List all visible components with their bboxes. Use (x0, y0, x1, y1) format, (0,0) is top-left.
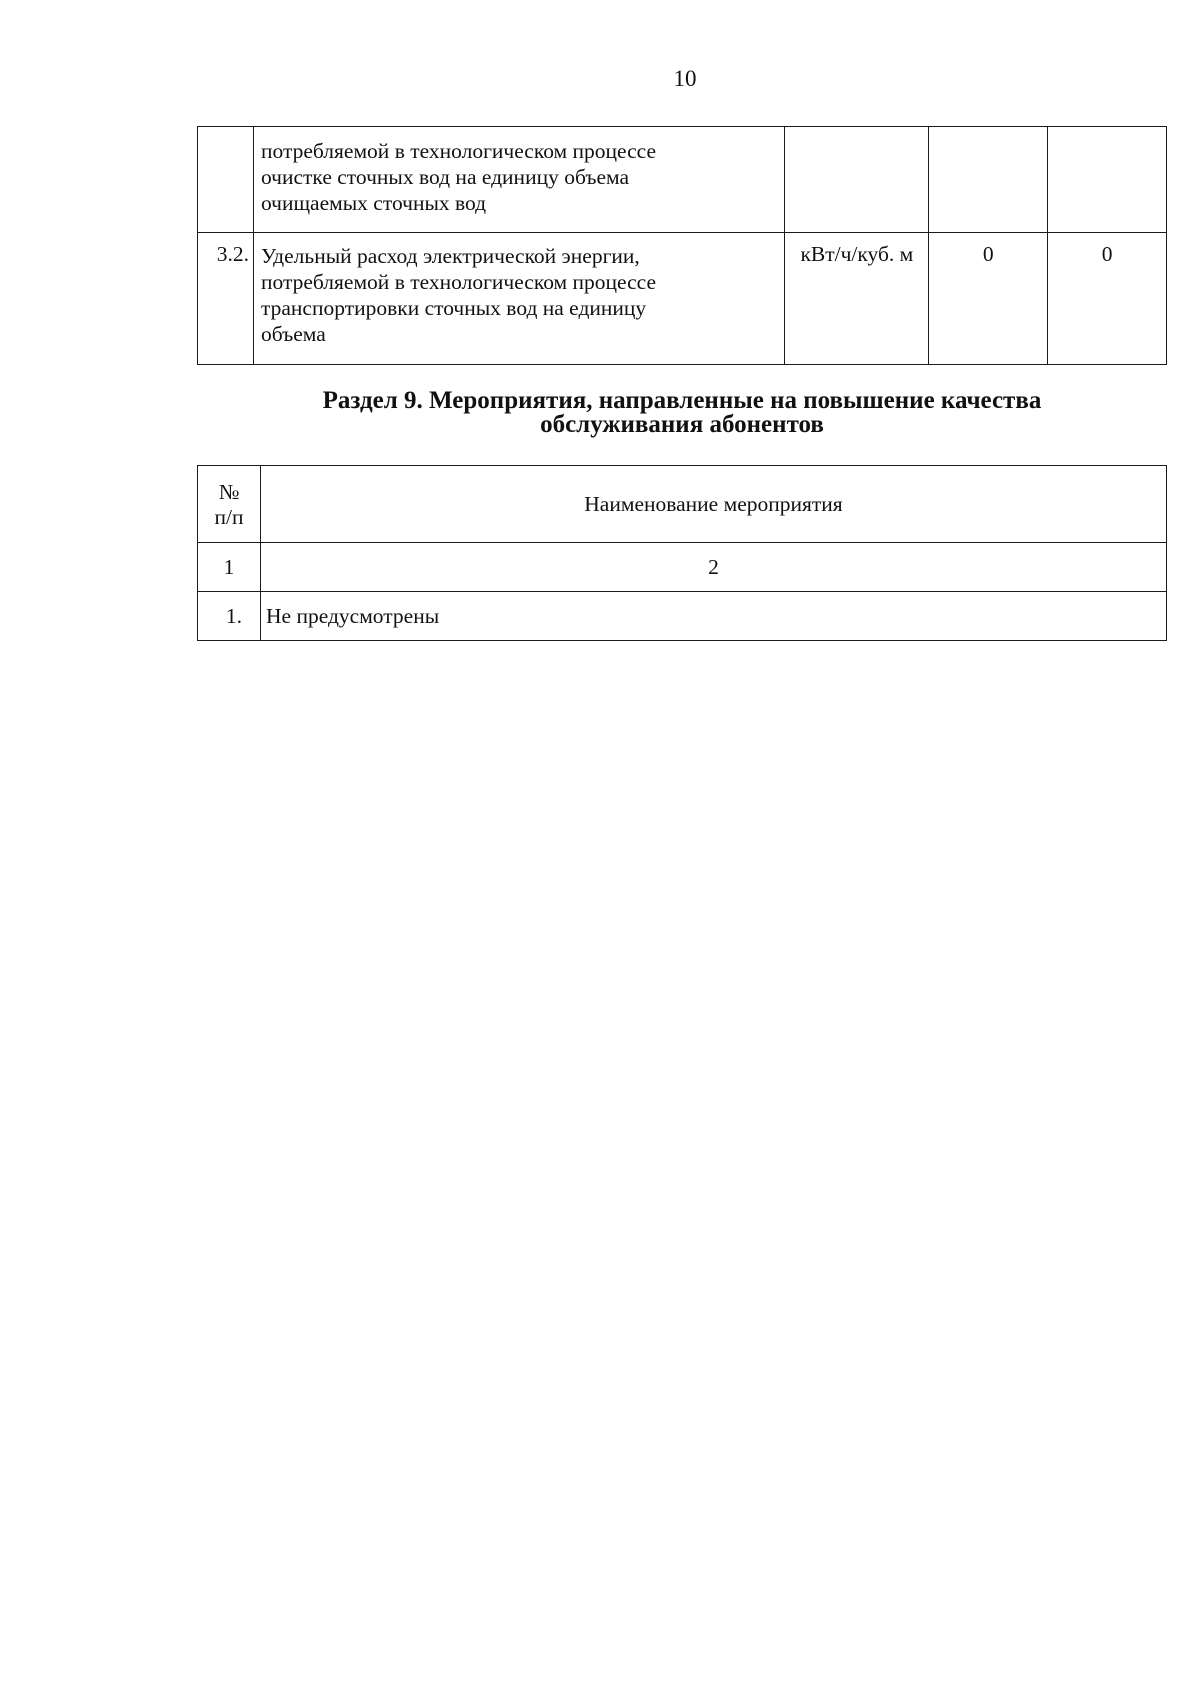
indicator-name-cell (253, 127, 784, 233)
table-row (198, 127, 1167, 233)
column-numbers-row (198, 543, 1167, 592)
value-cell: 0 (1048, 233, 1167, 365)
column-number-cell: 1 (198, 543, 261, 592)
value-cell (929, 127, 1048, 233)
indicator-name-line: очистке сточных вод на единицу объема (260, 165, 630, 189)
row-number-cell: 3.2. (198, 233, 254, 365)
indicators-table (197, 126, 1167, 365)
header-number-abbr: п/п (214, 505, 244, 529)
unit-cell (785, 127, 929, 233)
header-number-symbol: № (218, 480, 240, 504)
indicator-name-line: объема (260, 322, 326, 346)
row-number-cell: 1. (198, 592, 261, 641)
table-row (198, 233, 1167, 365)
section-title (197, 389, 1167, 437)
table-header-row (198, 466, 1167, 543)
measures-table (197, 465, 1167, 641)
value-cell: 0 (929, 233, 1048, 365)
page-number: 10 (673, 66, 697, 91)
indicator-name-line: транспортировки сточных вод на единицу (260, 296, 647, 320)
header-name-cell: Наименование мероприятия (261, 466, 1167, 543)
indicator-name-line: потребляемой в технологическом процессе (260, 139, 656, 163)
row-number-cell (198, 127, 254, 233)
column-number-cell: 2 (261, 543, 1167, 592)
indicator-name-line: очищаемых сточных вод (260, 191, 487, 215)
header-number-cell (198, 466, 261, 543)
unit-cell: кВт/ч/куб. м (785, 233, 929, 365)
section-title-line: Раздел 9. Мероприятия, направленные на повышение качества (322, 387, 1042, 414)
indicator-name-line: Удельный расход электрической энергии, (260, 244, 640, 268)
value-cell (1048, 127, 1167, 233)
section-title-line: обслуживания абонентов (540, 411, 824, 438)
indicator-name-line: потребляемой в технологическом процессе (260, 270, 656, 294)
measure-name-cell: Не предусмотрены (261, 592, 1167, 641)
table-row (198, 592, 1167, 641)
indicator-name-cell (253, 233, 784, 365)
